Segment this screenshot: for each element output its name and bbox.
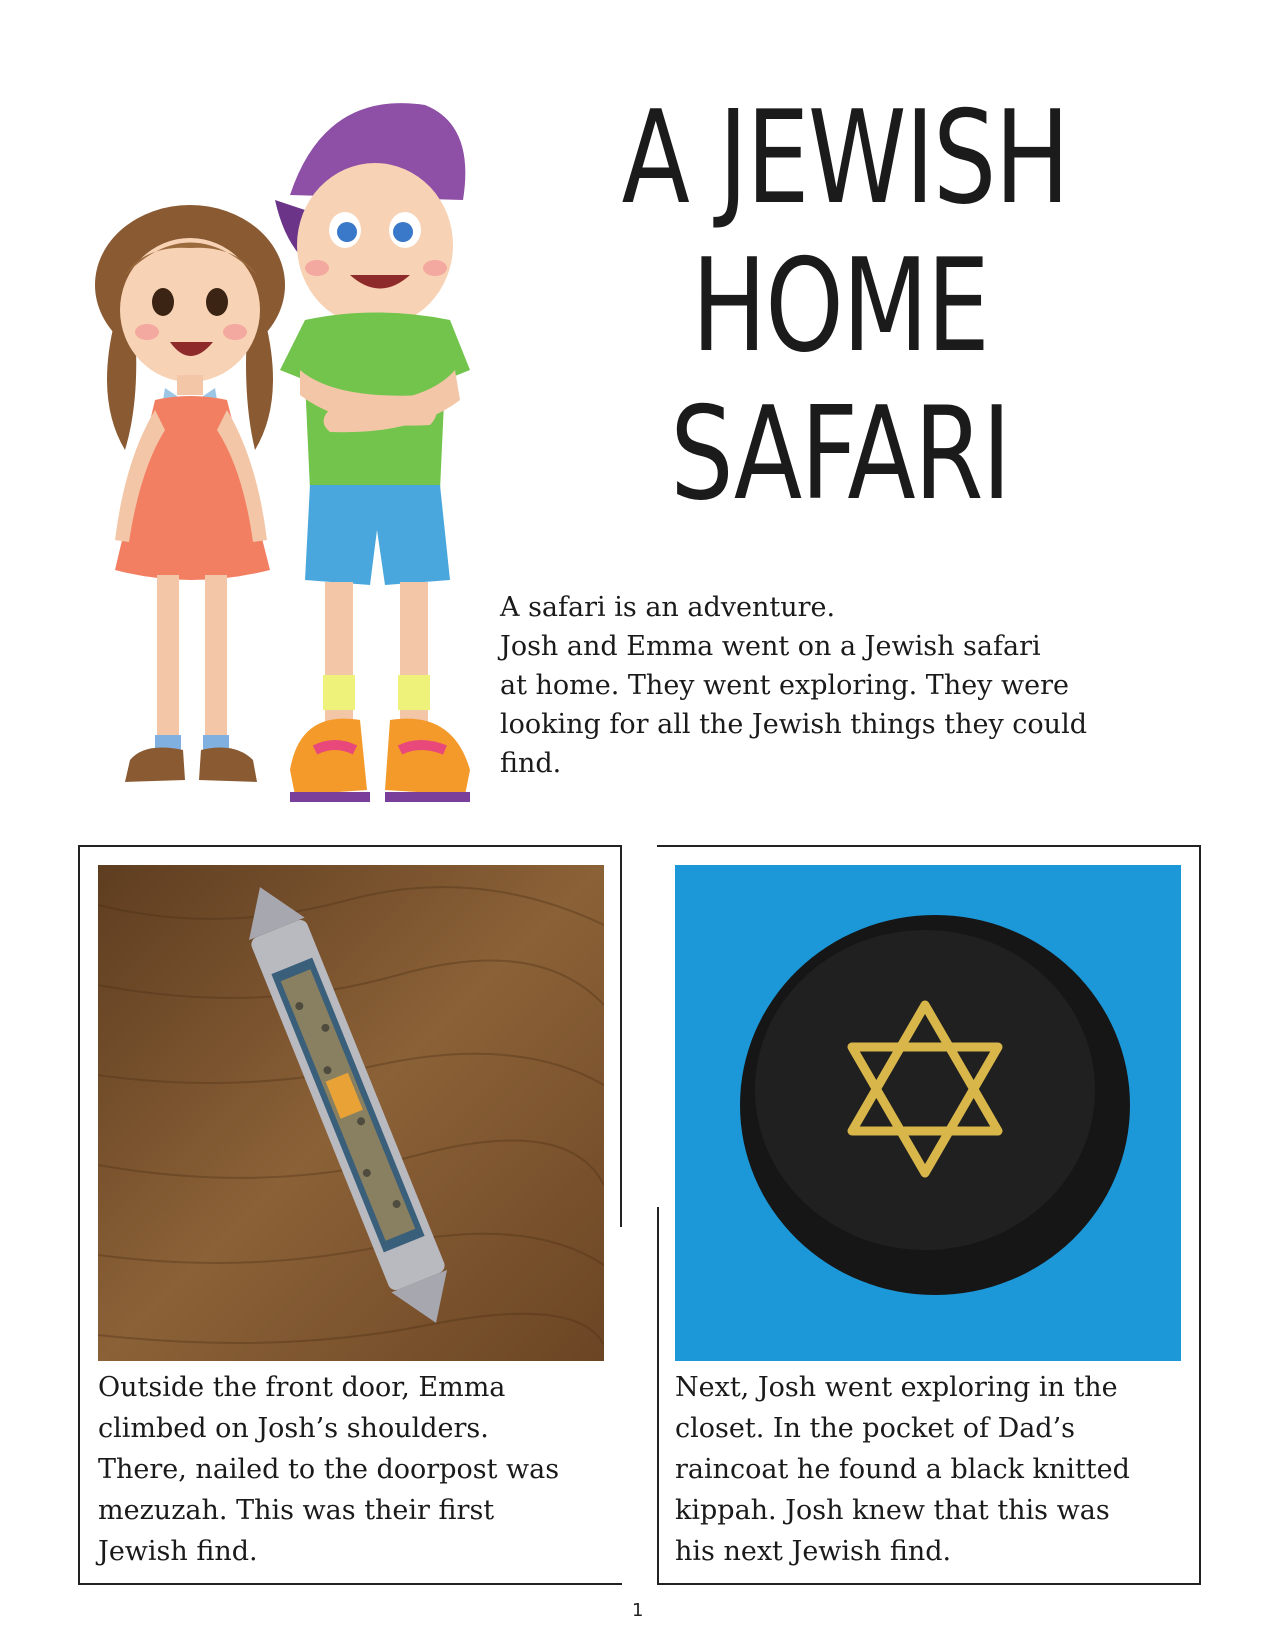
caption-line: climbed on Josh’s shoulders. <box>98 1413 489 1444</box>
caption-line: Jewish find. <box>98 1536 258 1567</box>
page-number: 1 <box>632 1600 644 1621</box>
caption-line: closet. In the pocket of Dad’s <box>675 1413 1076 1444</box>
intro-line: Josh and Emma went on a Jewish safari <box>500 631 1041 662</box>
title-line-1: A JEWISH <box>621 84 1069 233</box>
kippah-photo <box>675 865 1181 1361</box>
caption-line: raincoat he found a black knitted <box>675 1454 1130 1485</box>
mezuzah-photo <box>98 865 604 1361</box>
intro-line: looking for all the Jewish things they could <box>500 709 1087 740</box>
caption-line: kippah. Josh knew that this was <box>675 1495 1110 1526</box>
mezuzah-panel <box>78 845 622 1585</box>
kippah-panel <box>657 845 1201 1585</box>
girl-figure <box>95 205 285 782</box>
intro-line: at home. They went exploring. They were <box>500 670 1069 701</box>
page-title <box>621 84 1069 529</box>
caption-line: There, nailed to the doorpost was <box>98 1454 560 1485</box>
kippah-caption <box>675 1367 1185 1572</box>
caption-line: his next Jewish find. <box>675 1536 952 1567</box>
caption-line: mezuzah. This was their first <box>98 1495 495 1526</box>
intro-line: find. <box>500 748 562 779</box>
caption-line: Outside the front door, Emma <box>98 1372 506 1403</box>
mezuzah-caption <box>98 1367 608 1572</box>
children-illustration <box>85 70 525 850</box>
title-line-2: HOME <box>691 232 989 381</box>
intro-paragraph <box>500 588 1160 783</box>
boy-figure <box>275 103 470 802</box>
caption-line: Next, Josh went exploring in the <box>675 1372 1118 1403</box>
intro-line: A safari is an adventure. <box>500 592 836 623</box>
title-line-3: SAFARI <box>670 380 1010 529</box>
